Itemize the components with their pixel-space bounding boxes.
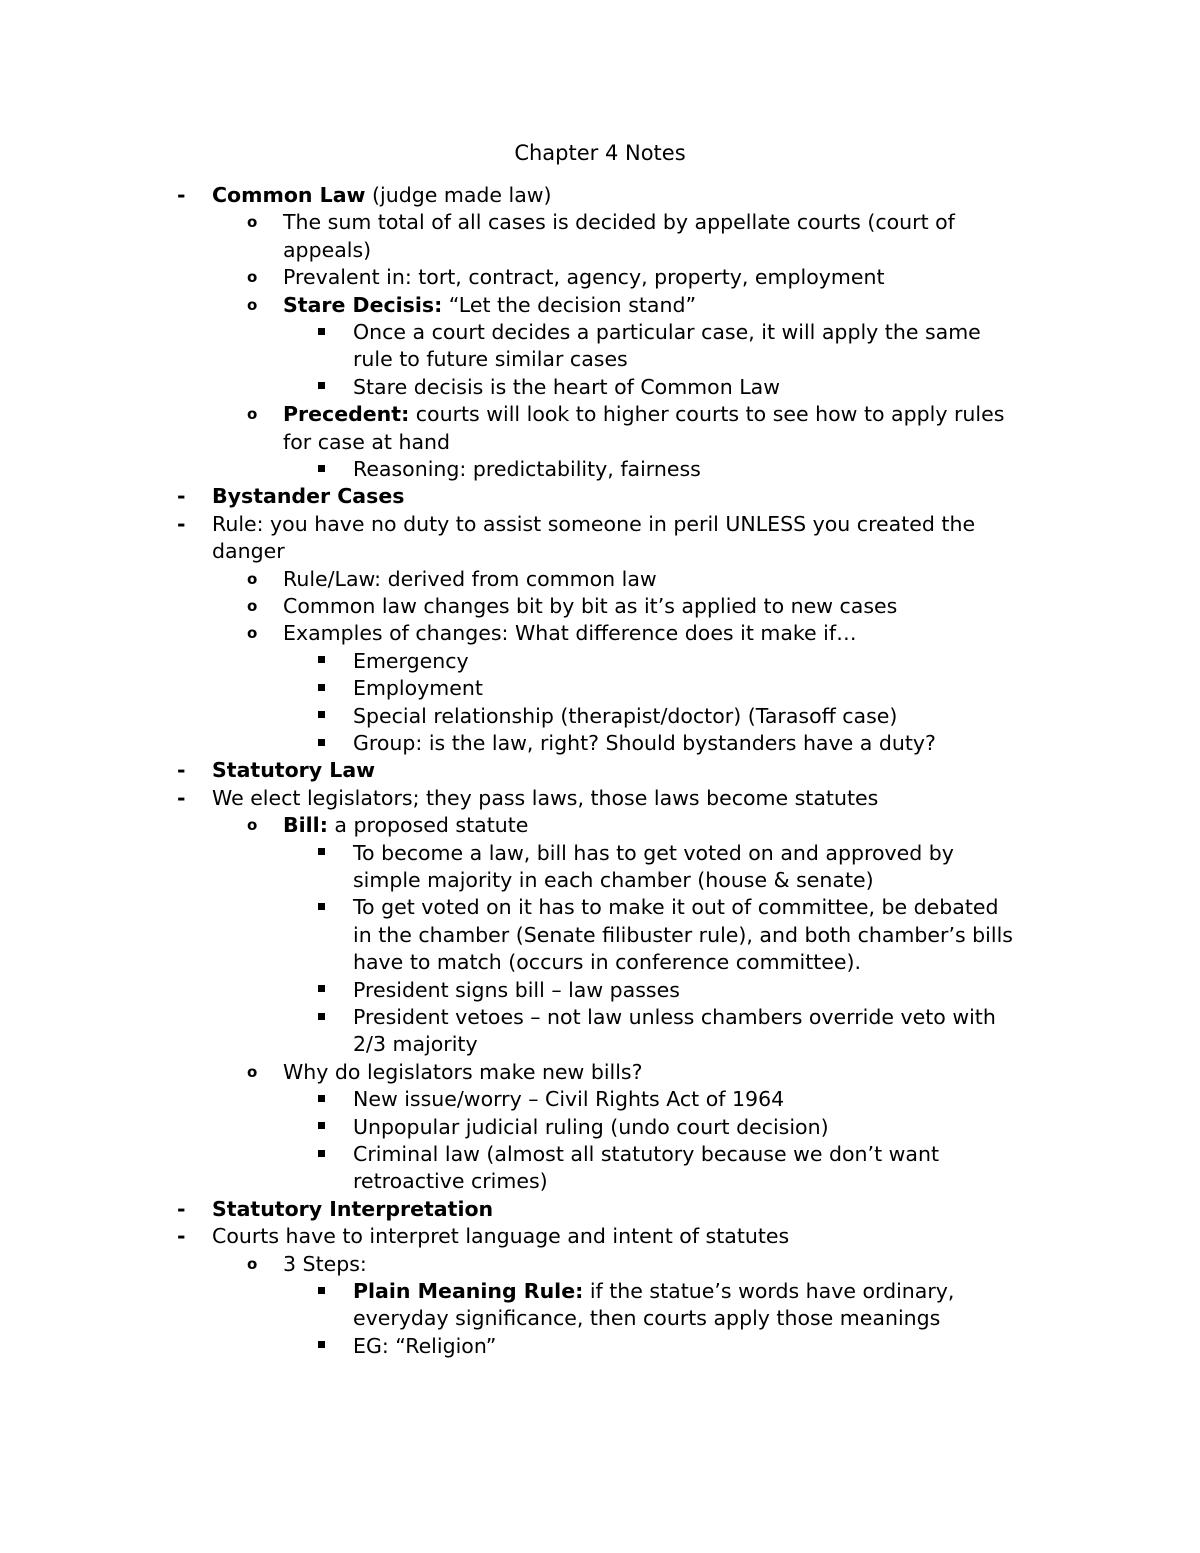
circle-bullet-icon: o	[247, 624, 258, 643]
list-item	[283, 401, 1004, 428]
list-item	[212, 757, 375, 784]
circle-bullet-icon: o	[247, 816, 258, 835]
list-item	[212, 1196, 493, 1223]
square-bullet-icon	[318, 1086, 325, 1113]
list-item	[212, 483, 404, 510]
item-text: “Let the decision stand”	[442, 292, 697, 317]
list-item	[353, 456, 701, 483]
list-item	[212, 182, 552, 209]
square-bullet-icon	[318, 1333, 325, 1360]
item-text: Common law changes bit by bit as it’s applied to new cases	[283, 594, 898, 618]
dash-bullet-icon: -	[177, 484, 186, 509]
list-item	[283, 264, 885, 291]
list-item	[212, 511, 975, 538]
list-item	[283, 593, 897, 620]
square-bullet-icon	[318, 456, 325, 483]
list-item	[353, 1004, 996, 1031]
list-item-continuation: in the chamber (Senate filibuster rule), and both chamber’s bills	[353, 922, 1013, 947]
item-term: Plain Meaning Rule:	[353, 1279, 584, 1303]
circle-bullet-icon: o	[247, 213, 258, 232]
item-text: if the statue’s words have ordinary,	[583, 1279, 955, 1303]
item-text: Examples of changes: What difference does it make if…	[283, 621, 857, 646]
item-term: Precedent:	[283, 402, 410, 427]
circle-bullet-icon: o	[247, 1062, 258, 1081]
list-item-continuation: 2/3 majority	[353, 1032, 478, 1057]
list-item-continuation: retroactive crimes)	[353, 1169, 548, 1194]
square-bullet-icon	[318, 840, 325, 867]
item-text: Prevalent in: tort, contract, agency, property, employment	[283, 265, 885, 290]
list-item-continuation: simple majority in each chamber (house & senate)	[353, 868, 874, 892]
item-text: Emergency	[353, 648, 469, 673]
square-bullet-icon	[318, 374, 325, 401]
item-text: To become a law, bill has to get voted on and approved by	[353, 840, 954, 865]
item-term: Bill:	[283, 813, 328, 838]
square-bullet-icon	[318, 977, 325, 1004]
list-item	[283, 1251, 367, 1278]
dash-bullet-icon: -	[177, 1196, 186, 1221]
list-item	[283, 292, 696, 319]
item-text: Employment	[353, 676, 483, 701]
item-text: Once a court decides a particular case, it will apply the same	[353, 320, 981, 344]
square-bullet-icon	[318, 703, 325, 730]
item-text: Reasoning: predictability, fairness	[353, 457, 701, 481]
square-bullet-icon	[318, 1114, 325, 1141]
list-item	[353, 1114, 829, 1141]
list-item	[283, 620, 857, 647]
list-item	[283, 209, 955, 236]
list-item-continuation: everyday significance, then courts apply those meanings	[353, 1306, 941, 1331]
list-item	[283, 1059, 643, 1086]
list-item	[353, 1278, 954, 1305]
square-bullet-icon	[318, 675, 325, 702]
square-bullet-icon	[318, 648, 325, 675]
circle-bullet-icon: o	[247, 295, 258, 314]
item-text: President vetoes – not law unless chambers override veto with	[353, 1005, 996, 1029]
dash-bullet-icon: -	[177, 758, 186, 783]
list-item	[283, 566, 657, 593]
list-item	[353, 319, 981, 346]
item-text: Stare decisis is the heart of Common Law	[353, 374, 780, 399]
square-bullet-icon	[318, 894, 325, 921]
item-text: Unpopular judicial ruling (undo court decision)	[353, 1114, 829, 1139]
item-text: President signs bill – law passes	[353, 977, 680, 1002]
list-item	[212, 785, 878, 812]
item-term: Common Law	[212, 183, 366, 207]
list-item	[353, 703, 897, 730]
list-item-continuation: appeals)	[283, 237, 372, 262]
list-item-continuation: danger	[212, 539, 285, 564]
item-text: Rule: you have no duty to assist someone in peril UNLESS you created the	[212, 511, 976, 536]
square-bullet-icon	[318, 1141, 325, 1168]
list-item	[353, 977, 680, 1004]
list-item	[353, 374, 780, 401]
circle-bullet-icon: o	[247, 597, 258, 615]
item-term: Statutory Interpretation	[212, 1196, 494, 1221]
list-item	[283, 812, 528, 839]
list-item-continuation: rule to future similar cases	[353, 347, 628, 372]
item-text: The sum total of all cases is decided by appellate courts (court of	[283, 210, 955, 235]
list-item-continuation: have to match (occurs in conference committee).	[353, 950, 862, 975]
item-term: Bystander Cases	[212, 484, 405, 509]
item-text: To get voted on it has to make it out of committee, be debated	[353, 895, 999, 920]
square-bullet-icon	[318, 1278, 325, 1305]
circle-bullet-icon: o	[247, 405, 258, 424]
dash-bullet-icon: -	[177, 785, 186, 810]
item-term: Stare Decisis:	[283, 292, 443, 317]
item-text: Special relationship (therapist/doctor) (Tarasoff case)	[353, 703, 898, 728]
dash-bullet-icon: -	[177, 511, 186, 536]
list-item	[212, 1223, 789, 1250]
item-text: (judge made law)	[365, 183, 552, 207]
circle-bullet-icon: o	[247, 569, 258, 588]
item-text: We elect legislators; they pass laws, those laws become statutes	[212, 785, 879, 810]
circle-bullet-icon: o	[247, 1254, 258, 1273]
item-text: New issue/worry – Civil Rights Act of 1964	[353, 1087, 785, 1112]
item-text: a proposed statute	[327, 813, 529, 838]
dash-bullet-icon: -	[177, 183, 186, 207]
list-item	[353, 1086, 784, 1113]
list-item	[353, 648, 469, 675]
item-term: Statutory Law	[212, 758, 376, 783]
square-bullet-icon	[318, 1004, 325, 1031]
list-item	[353, 1333, 496, 1360]
item-text: Criminal law (almost all statutory because we don’t want	[353, 1142, 939, 1166]
item-text: 3 Steps:	[283, 1251, 367, 1276]
item-text: Courts have to interpret language and intent of statutes	[212, 1224, 790, 1249]
list-item	[353, 840, 954, 867]
list-item	[353, 730, 936, 757]
item-text: Why do legislators make new bills?	[283, 1059, 643, 1084]
item-text: Rule/Law: derived from common law	[283, 566, 657, 591]
list-item	[353, 675, 483, 702]
square-bullet-icon	[318, 730, 325, 757]
circle-bullet-icon: o	[247, 268, 258, 287]
list-item-continuation: for case at hand	[283, 429, 451, 454]
item-text: EG: “Religion”	[353, 1333, 497, 1358]
list-item	[353, 1141, 939, 1168]
document-title: Chapter 4 Notes	[514, 141, 686, 165]
square-bullet-icon	[318, 319, 325, 346]
item-text: Group: is the law, right? Should bystanders have a duty?	[353, 731, 936, 755]
item-text: courts will look to higher courts to see how to apply rules	[409, 402, 1005, 427]
dash-bullet-icon: -	[177, 1224, 186, 1249]
list-item	[353, 894, 998, 921]
